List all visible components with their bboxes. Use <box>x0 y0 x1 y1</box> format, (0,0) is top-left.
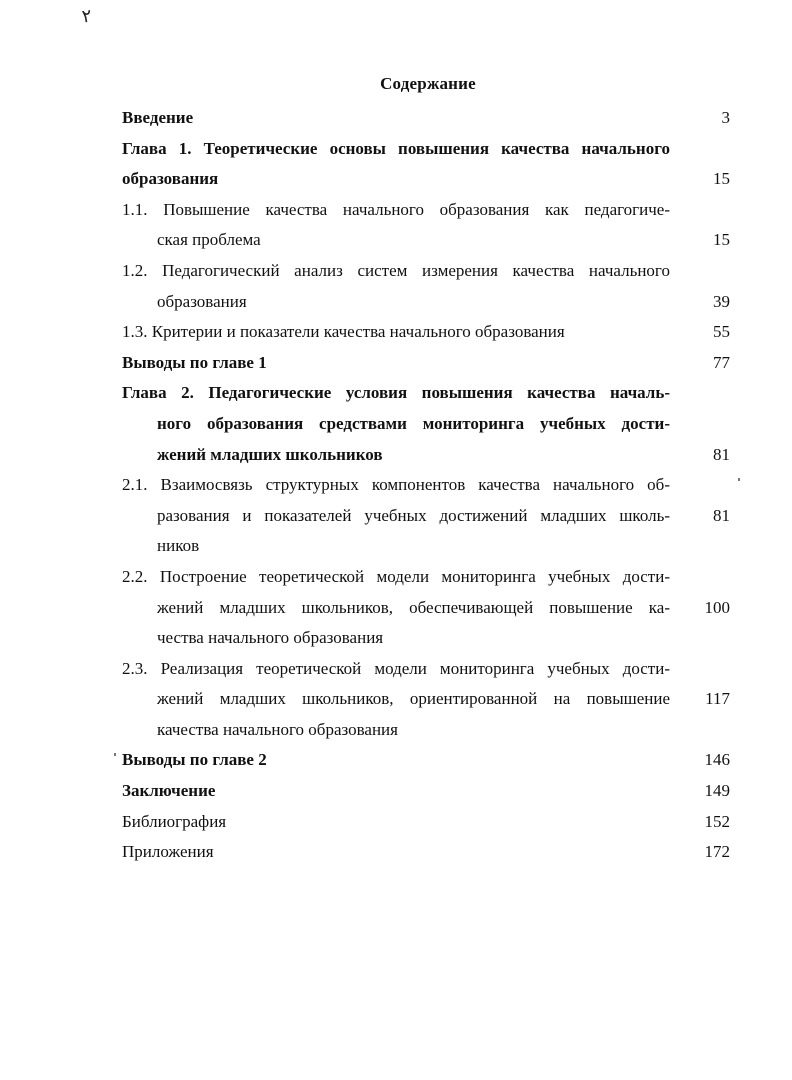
toc-page-number: 81 <box>713 505 730 525</box>
toc-entry-title: 2.1. Взаимосвязь структурных компонентов качества начального об- <box>122 475 670 495</box>
toc-entry-section-2-1[interactable] <box>122 470 730 562</box>
toc-page-number: 152 <box>704 811 730 831</box>
toc-entry-title-cont: ного образования средствами мониторинга учебных дости- <box>157 413 670 433</box>
toc-page-number: 39 <box>713 291 730 311</box>
toc-entry-title-cont: разования и показателей учебных достижений младших школь- <box>157 505 670 525</box>
toc-entry-bibliography[interactable] <box>122 807 730 838</box>
toc-entry-title: 1.3. Критерии и показатели качества начального образования <box>122 322 565 342</box>
toc-entry-section-2-2[interactable] <box>122 562 730 654</box>
toc-entry-title-cont: чества начального образования <box>157 628 384 648</box>
toc-entry-title: Приложения <box>122 842 214 862</box>
toc-entry-introduction[interactable] <box>122 103 730 134</box>
toc-entry-section-2-3[interactable] <box>122 654 730 746</box>
toc-page-number: 77 <box>713 352 730 372</box>
toc-entry-conclusions-chapter-2[interactable] <box>122 745 730 776</box>
toc-page-number: 15 <box>713 169 730 189</box>
toc-entry-title: Введение <box>122 108 194 127</box>
toc-entry-title-cont: качества начального образования <box>157 719 398 739</box>
toc-entry-title: 1.2. Педагогический анализ систем измерения качества начального <box>122 260 670 280</box>
toc-page-number: 81 <box>713 444 730 464</box>
toc-page-number: 149 <box>704 781 730 801</box>
toc-page-number: 172 <box>704 842 730 862</box>
toc-entry-title-cont: ников <box>157 536 200 556</box>
toc-page-number: 146 <box>704 750 730 770</box>
toc-entry-conclusion[interactable] <box>122 776 730 807</box>
toc-page-number: 55 <box>713 322 730 342</box>
toc-entry-title-cont: образования <box>157 291 247 311</box>
toc-entry-title-cont: жений младших школьников, ориентированной на повышение <box>157 689 670 709</box>
toc-page-number: 15 <box>713 230 730 250</box>
toc-entry-title: 1.1. Повышение качества начального образования как педагогиче- <box>122 199 670 219</box>
toc-page-number: 3 <box>721 108 730 127</box>
toc-entry-title: Глава 1. Теоретические основы повышения качества начального <box>122 138 670 158</box>
toc-entry-section-1-2[interactable] <box>122 256 730 317</box>
toc-page-number: 117 <box>705 689 730 709</box>
handwritten-page-mark: ٢ <box>80 5 93 27</box>
page-title: Содержание <box>380 74 476 93</box>
toc-entry-title: Глава 2. Педагогические условия повышения качества началь- <box>122 383 670 403</box>
toc-entry-conclusions-chapter-1[interactable] <box>122 348 730 379</box>
toc-entry-title: Библиография <box>122 811 227 831</box>
toc-entry-section-1-1[interactable] <box>122 195 730 256</box>
toc-entry-title: 2.2. Построение теоретической модели мониторинга учебных дости- <box>122 566 670 586</box>
scan-speck <box>114 753 116 756</box>
toc-entry-title: 2.3. Реализация теоретической модели мониторинга учебных дости- <box>122 658 670 678</box>
toc-page-number: 100 <box>704 597 730 617</box>
toc-entry-chapter-2[interactable] <box>122 378 730 470</box>
toc-entry-title-cont: жений младших школьников <box>157 444 383 464</box>
toc-entry-title-cont: жений младших школьников, обеспечивающей повышение ка- <box>157 597 670 617</box>
scan-speck <box>738 478 740 481</box>
toc-entry-section-1-3[interactable] <box>122 317 730 348</box>
toc-entry-title: Заключение <box>122 781 216 801</box>
toc-entry-appendices[interactable] <box>122 837 730 868</box>
table-of-contents <box>122 103 730 868</box>
toc-entry-title-cont: ская проблема <box>157 230 261 250</box>
toc-entry-title: Выводы по главе 2 <box>122 750 267 770</box>
toc-entry-title-cont: образования <box>122 169 219 189</box>
toc-entry-title: Выводы по главе 1 <box>122 352 267 372</box>
toc-entry-chapter-1[interactable] <box>122 134 730 195</box>
